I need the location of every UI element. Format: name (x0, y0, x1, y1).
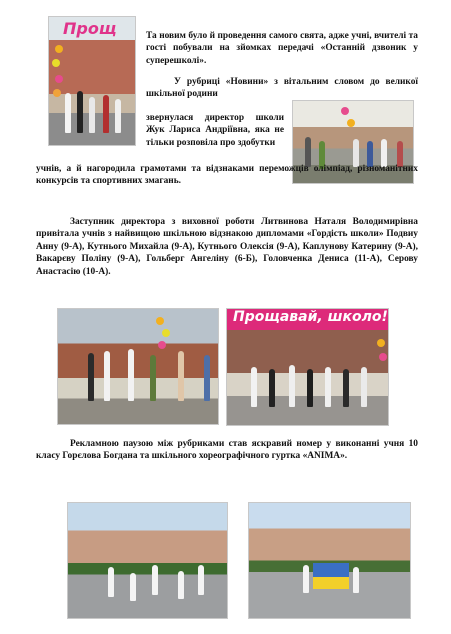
paragraph-intro: Та новим було й проведення самого свята, адже учні, вчителі та гості побували на зйомках передачі «Останній дзвоник у суперешколі». (146, 31, 418, 66)
paragraph-awards: Заступник директора з виховної роботи Литвинова Наталя Володимирівна привітала учнів з найвищою шкільною відзнакою дипломами «Гордість школи» Подвиу Анну (9-А), Кутнього Михайла (9-А), Кутнього Олексія (9-А), Каплунову Катерину (9-А), Вакарєву Поліну (9-А), Гольберг Ангеліну (6-Б), Головченка Дениса (11-А), Серову Анастасію (10-А). (36, 217, 418, 277)
photo-school-entrance (48, 16, 136, 146)
paragraph-performance: Рекламною паузою між рубриками став яскравий номер у виконанні учня 10 класу Горєлова Богдана та шкільного хореографічного гуртка «ANIMA». (36, 439, 418, 462)
photo-banner-text: Прощавай, школо! (233, 309, 388, 325)
photo-award-ceremony (57, 308, 219, 425)
photo-flag-performance (248, 502, 411, 619)
paragraph-news-part1: У рубриці «Новини» з вітальним словом до великої шкільної родини (146, 77, 418, 100)
photo-banner-text: Прощ (63, 19, 117, 38)
paragraph-news-part3: учнів, а й нагородила грамотами та відзнаками переможців олімпіад, різноманітних конкурсів та спортивних змагань. (36, 164, 418, 187)
photo-diploma-students (226, 308, 389, 426)
paragraph-news-part2: звернулася директор школи Жук Лариса Андріївна, яка не тільки розповіла про здобутки (146, 113, 284, 148)
photo-dance-performance (67, 502, 228, 619)
